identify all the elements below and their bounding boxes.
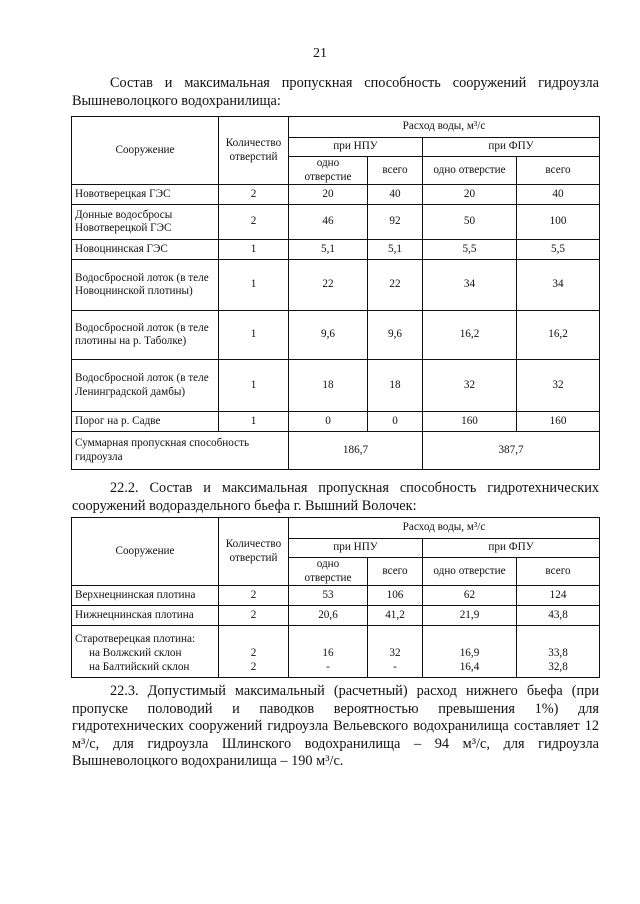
cell-name: Водосбросной лоток (в теле Новоцнинской плотины) (72, 260, 219, 311)
table-row (72, 360, 600, 412)
cell-npu-total: 106 (368, 586, 423, 606)
header-fpu-total: всего (517, 558, 600, 586)
paragraph-3-text: 22.3. Допустимый максимальный (расчетный) расход нижнего бьефа (при пропуске половодий и паводков вероятностью превышения 1%) для гидротехнических сооружений гидроузла Вельевского водохранилища составляет 12 м³/с, для гидроузла Шлинского водохранилища – 94 м³/с, для гидроузла Вышневолоцкого водохранилища – 190 м³/с. (72, 683, 599, 769)
cell-fpu-one: 21,9 (423, 606, 517, 626)
cell-npu-total: 5,1 (368, 240, 423, 260)
header-npu: при НПУ (289, 138, 423, 157)
sub-npu-total-2: - (393, 660, 397, 673)
table-row (72, 606, 600, 626)
cell-count (219, 626, 289, 678)
sub-name-1: на Волжский склон (89, 647, 182, 659)
cell-count: 1 (219, 360, 289, 412)
cell-fpu-total: 100 (517, 205, 600, 240)
header-npu-one: одно отверстие (289, 558, 368, 586)
cell-count: 1 (219, 260, 289, 311)
sub-npu-one-1: 16 (322, 647, 334, 659)
table-row (72, 185, 600, 205)
cell-fpu-one: 16,2 (423, 311, 517, 360)
header-npu: при НПУ (289, 539, 423, 558)
header-fpu: при ФПУ (423, 539, 600, 558)
header-npu-total: всего (368, 157, 423, 185)
cell-count: 1 (219, 412, 289, 432)
cell-npu-one: 9,6 (289, 311, 368, 360)
sub-count-2: 2 (250, 660, 257, 673)
header-npu-total: всего (368, 558, 423, 586)
heading-1 (72, 75, 599, 110)
header-count: Количество отверстий (219, 518, 289, 586)
cell-fpu-total: 5,5 (517, 240, 600, 260)
cell-count: 2 (219, 205, 289, 240)
header-structure: Сооружение (72, 117, 219, 185)
table-row (72, 586, 600, 606)
cell-fpu-total: 124 (517, 586, 600, 606)
summary-npu: 186,7 (289, 432, 423, 470)
cell-name: Донные водосбросы Новотверецкой ГЭС (72, 205, 219, 240)
heading-2-text: 22.2. Состав и максимальная пропускная способность гидротехнических сооружений водораздельного бьефа г. Вышний Волочек: (72, 480, 599, 514)
cell-fpu-one (423, 626, 517, 678)
cell-fpu-total (517, 626, 600, 678)
cell-npu-one: 53 (289, 586, 368, 606)
cell-npu-one: 46 (289, 205, 368, 240)
sub-fpu-one-2: 16,4 (459, 660, 480, 673)
summary-label: Суммарная пропускная способность гидроузла (72, 432, 289, 470)
cell-npu-one: 5,1 (289, 240, 368, 260)
table-row (72, 412, 600, 432)
summary-fpu: 387,7 (423, 432, 600, 470)
cell-fpu-one: 32 (423, 360, 517, 412)
cell-name: Водосбросной лоток (в теле плотины на р. Таболке) (72, 311, 219, 360)
cell-fpu-one: 5,5 (423, 240, 517, 260)
cell-count: 1 (219, 311, 289, 360)
sub-npu-total-1: 32 (389, 647, 401, 659)
header-count: Количество отверстий (219, 117, 289, 185)
cell-fpu-total: 34 (517, 260, 600, 311)
table-row (72, 626, 600, 678)
cell-fpu-total: 16,2 (517, 311, 600, 360)
table-row (72, 240, 600, 260)
cell-npu-total: 18 (368, 360, 423, 412)
sub-fpu-total-1: 33,8 (548, 647, 568, 659)
cell-npu-one (289, 626, 368, 678)
cell-fpu-one: 50 (423, 205, 517, 240)
cell-npu-total: 41,2 (368, 606, 423, 626)
cell-fpu-total: 32 (517, 360, 600, 412)
table-row (72, 205, 600, 240)
sub-fpu-one-1: 16,9 (459, 647, 480, 659)
cell-name: Водосбросной лоток (в теле Ленинградской дамбы) (72, 360, 219, 412)
cell-count: 2 (219, 586, 289, 606)
header-flow: Расход воды, м³/с (289, 117, 600, 138)
table-summary-row (72, 432, 600, 470)
cell-fpu-one: 34 (423, 260, 517, 311)
cell-npu-total (368, 626, 423, 678)
cell-npu-one: 20 (289, 185, 368, 205)
cell-count: 2 (219, 606, 289, 626)
table-1 (71, 116, 600, 470)
cell-name: Верхнецнинская плотина (72, 586, 219, 606)
sub-fpu-total-2: 32,8 (548, 660, 568, 673)
cell-name: Нижнецнинская плотина (72, 606, 219, 626)
cell-count: 1 (219, 240, 289, 260)
page-number: 21 (313, 46, 327, 61)
paragraph-3 (72, 683, 599, 771)
table-row (72, 311, 600, 360)
cell-group-name (72, 626, 219, 678)
cell-name: Новотверецкая ГЭС (72, 185, 219, 205)
table-2 (71, 517, 600, 678)
cell-npu-one: 22 (289, 260, 368, 311)
group-title: Старотверецкая плотина: (75, 633, 196, 646)
cell-fpu-one: 62 (423, 586, 517, 606)
cell-npu-one: 0 (289, 412, 368, 432)
cell-npu-total: 0 (368, 412, 423, 432)
cell-npu-total: 40 (368, 185, 423, 205)
sub-npu-one-2: - (326, 660, 330, 673)
header-fpu-total: всего (517, 157, 600, 185)
cell-fpu-total: 160 (517, 412, 600, 432)
cell-name: Порог на р. Садве (72, 412, 219, 432)
sub-count-1: 2 (250, 647, 257, 659)
header-fpu: при ФПУ (423, 138, 600, 157)
cell-fpu-total: 43,8 (517, 606, 600, 626)
cell-npu-one: 18 (289, 360, 368, 412)
heading-1-text: Состав и максимальная пропускная способность сооружений гидроузла Вышневолоцкого водохранилища: (72, 75, 599, 109)
cell-npu-one: 20,6 (289, 606, 368, 626)
header-npu-one: одно отверстие (289, 157, 368, 185)
header-fpu-one: одно отверстие (423, 157, 517, 185)
header-fpu-one: одно отверстие (423, 558, 517, 586)
cell-fpu-one: 20 (423, 185, 517, 205)
cell-fpu-total: 40 (517, 185, 600, 205)
heading-2 (72, 480, 599, 515)
cell-npu-total: 22 (368, 260, 423, 311)
header-flow: Расход воды, м³/с (289, 518, 600, 539)
cell-name: Новоцнинская ГЭС (72, 240, 219, 260)
sub-name-2: на Балтийский склон (89, 660, 190, 673)
cell-npu-total: 9,6 (368, 311, 423, 360)
header-structure: Сооружение (72, 518, 219, 586)
table-row (72, 260, 600, 311)
cell-fpu-one: 160 (423, 412, 517, 432)
cell-npu-total: 92 (368, 205, 423, 240)
cell-count: 2 (219, 185, 289, 205)
